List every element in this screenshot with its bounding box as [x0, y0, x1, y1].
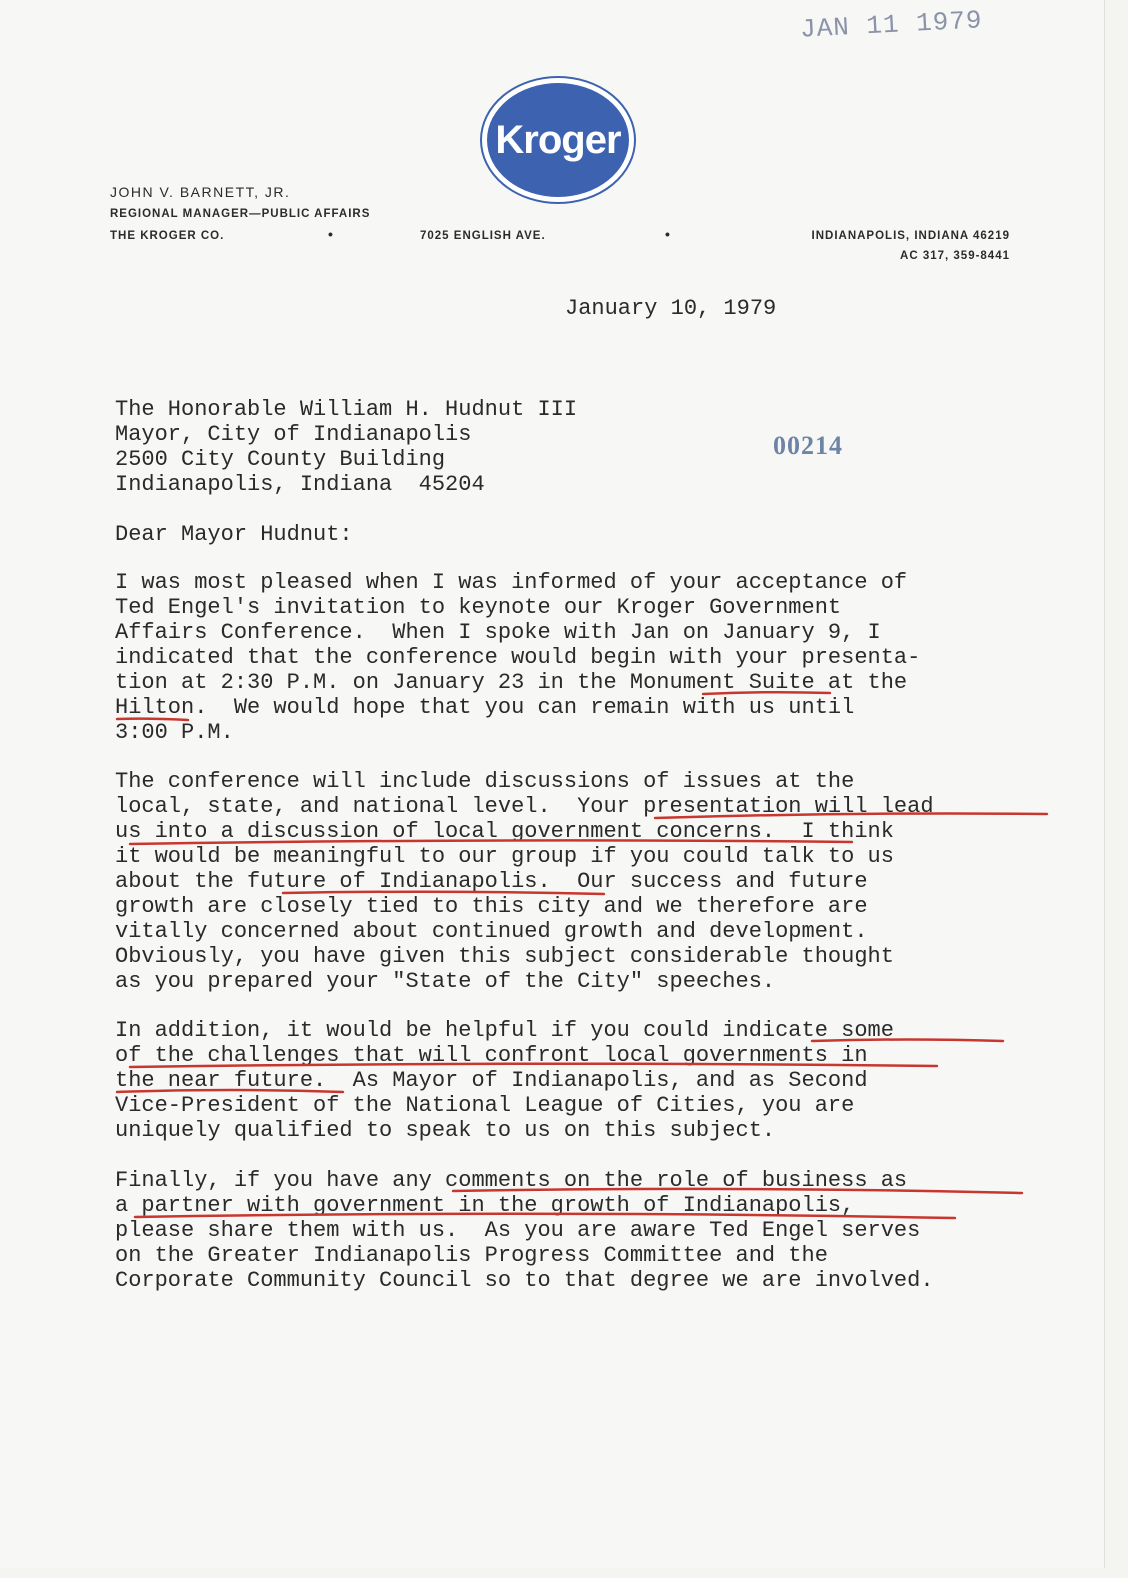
body-line: Hilton. We would hope that you can remain with us until	[115, 695, 855, 720]
company-name: THE KROGER CO.	[110, 230, 225, 242]
body-line: growth are closely tied to this city and we therefore are	[115, 894, 868, 919]
recipient-line: Mayor, City of Indianapolis	[115, 422, 472, 447]
body-line: please share them with us. As you are aware Ted Engel serves	[115, 1218, 921, 1243]
recipient-line: 2500 City County Building	[115, 447, 446, 472]
body-line: as you prepared your "State of the City" speeches.	[115, 969, 776, 994]
body-line: Finally, if you have any comments on the role of business as	[115, 1168, 908, 1193]
body-line: the near future. As Mayor of Indianapolis, and as Second	[115, 1068, 868, 1093]
body-line: Vice-President of the National League of Cities, you are	[115, 1093, 855, 1118]
body-line: vitally concerned about continued growth and development.	[115, 919, 868, 944]
sender-title: REGIONAL MANAGER—PUBLIC AFFAIRS	[110, 208, 371, 220]
city-state-zip: INDIANAPOLIS, INDIANA 46219	[811, 230, 1010, 242]
body-line: indicated that the conference would begin with your presenta-	[115, 645, 921, 670]
greeting: Dear Mayor Hudnut:	[115, 522, 353, 547]
body-line: 3:00 P.M.	[115, 720, 234, 745]
body-line: tion at 2:30 P.M. on January 23 in the Monument Suite at the	[115, 670, 908, 695]
body-line: us into a discussion of local government concerns. I think	[115, 819, 894, 844]
phone-number: AC 317, 359-8441	[900, 250, 1010, 262]
body-line: The conference will include discussions of issues at the	[115, 769, 855, 794]
letter-date: January 10, 1979	[565, 296, 777, 321]
body-line: local, state, and national level. Your presentation will lead	[115, 794, 934, 819]
body-line: In addition, it would be helpful if you could indicate some	[115, 1018, 894, 1043]
body-line: I was most pleased when I was informed of your acceptance of	[115, 570, 908, 595]
body-line: Ted Engel's invitation to keynote our Kroger Government	[115, 595, 842, 620]
separator-dot: •	[328, 226, 334, 242]
kroger-logo	[479, 75, 637, 205]
body-line: Affairs Conference. When I spoke with Jan on January 9, I	[115, 620, 881, 645]
file-number-stamp: 00214	[773, 431, 843, 460]
body-line: a partner with government in the growth of Indianapolis,	[115, 1193, 855, 1218]
street-address: 7025 ENGLISH AVE.	[420, 230, 546, 242]
separator-dot: •	[665, 226, 671, 242]
body-line: on the Greater Indianapolis Progress Committee and the	[115, 1243, 828, 1268]
recipient-line: Indianapolis, Indiana 45204	[115, 472, 485, 497]
sender-name: JOHN V. BARNETT, JR.	[110, 184, 291, 200]
body-line: about the future of Indianapolis. Our success and future	[115, 869, 868, 894]
received-date-stamp: JAN 11 1979	[799, 5, 984, 45]
body-line: it would be meaningful to our group if you could talk to us	[115, 844, 894, 869]
body-line: of the challenges that will confront local governments in	[115, 1043, 868, 1068]
recipient-line: The Honorable William H. Hudnut III	[115, 397, 578, 422]
kroger-logo-text: Kroger	[495, 118, 621, 162]
body-line: Corporate Community Council so to that degree we are involved.	[115, 1268, 934, 1293]
body-line: Obviously, you have given this subject considerable thought	[115, 944, 894, 969]
body-line: uniquely qualified to speak to us on this subject.	[115, 1118, 776, 1143]
